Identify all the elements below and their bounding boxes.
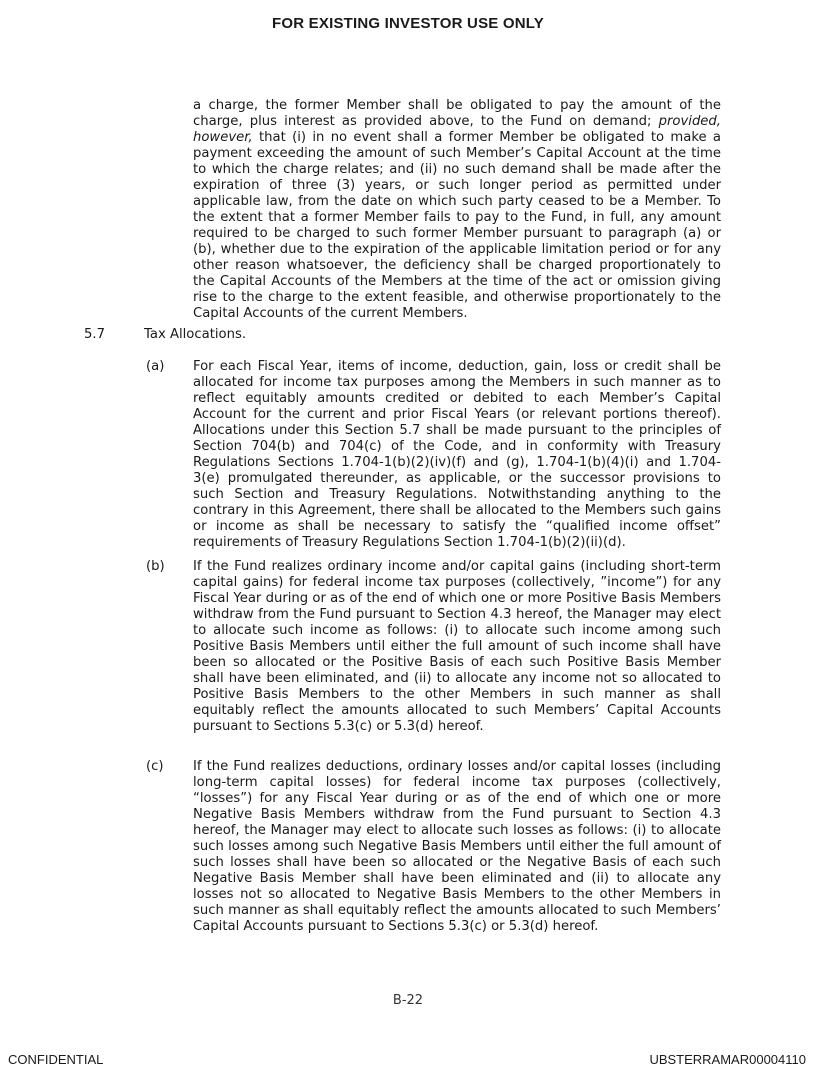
- continuation-emphasis: provided, however,: [193, 114, 721, 145]
- subsection-label-c: (c): [146, 759, 164, 774]
- subsection-label-a: (a): [146, 359, 165, 374]
- continuation-text-after: that (i) in no event shall a former Member be obligated to make a payment exceeding the amount of such Member’s Capital Account at the time to which the charge relates; and (ii) no such demand shall be made after the expiration of three (3) years, or such longer period as permitted under applicable law, from the date on which such party ceased to be a Member. To the extent that a former Member fails to pay to the Fund, in full, any amount required to be charged to such former Member pursuant to paragraph (a) or (b), whether due to the expiration of the applicable limitation period or for any other reason whatsoever, the deficiency shall be charged proportionately to the Capital Accounts of the Members at the time of the act or omission giving rise to the charge to the extent feasible, and otherwise proportionately to the Capital Accounts of the current Members.: [193, 130, 721, 321]
- subsection-text-b: If the Fund realizes ordinary income and/or capital gains (including short-term capital gains) for federal income tax purposes (collectively, ”income”) for any Fiscal Year during or as of the end of which one or more Positive Basis Members withdraw from the Fund pursuant to Section 4.3 hereof, the Manager may elect to allocate such income as follows: (i) to allocate such income among such Positive Basis Members until either the full amount of such income shall have been so allocated or the Positive Basis of each such Positive Basis Member shall have been eliminated, and (ii) to allocate any income not so allocated to Positive Basis Members to the other Members in such manner as shall equitably reflect the amounts allocated to such Members’ Capital Accounts pursuant to Sections 5.3(c) or 5.3(d) hereof.: [193, 559, 721, 734]
- section-title: Tax Allocations.: [144, 327, 247, 342]
- section-number: 5.7: [84, 327, 105, 342]
- page-number: B-22: [392, 993, 424, 1008]
- bates-number: UBSTERRAMAR00004110: [649, 1052, 806, 1067]
- page-header: FOR EXISTING INVESTOR USE ONLY: [272, 15, 544, 32]
- subsection-label-b: (b): [146, 559, 165, 574]
- continuation-paragraph: [193, 98, 721, 322]
- subsection-text-c: If the Fund realizes deductions, ordinary losses and/or capital losses (including long-term capital losses) for federal income tax purposes (collectively, “losses”) for any Fiscal Year during or as of the end of which one or more Negative Basis Members withdraw from the Fund pursuant to Section 4.3 hereof, the Manager may elect to allocate such losses as follows: (i) to allocate such losses among such Negative Basis Members until either the full amount of such losses shall have been so allocated or the Negative Basis of each such Negative Basis Member shall have been eliminated and (ii) to allocate any losses not so allocated to Negative Basis Members to the other Members in such manner as shall equitably reflect the amounts allocated to such Members’ Capital Accounts pursuant to Sections 5.3(c) or 5.3(d) hereof.: [193, 759, 721, 934]
- subsection-text-a: For each Fiscal Year, items of income, deduction, gain, loss or credit shall be allocated for income tax purposes among the Members in such manner as to reflect equitably amounts credited or debited to each Member’s Capital Account for the current and prior Fiscal Years (or relevant portions thereof). Allocations under this Section 5.7 shall be made pursuant to the principles of Section 704(b) and 704(c) of the Code, and in conformity with Treasury Regulations Sections 1.704-1(b)(2)(iv)(f) and (g), 1.704-1(b)(4)(i) and 1.704-3(e) promulgated thereunder, as applicable, or the successor provisions to such Section and Treasury Regulations. Notwithstanding anything to the contrary in this Agreement, there shall be allocated to the Members such gains or income as shall be necessary to satisfy the “qualified income offset” requirements of Treasury Regulations Section 1.704-1(b)(2)(ii)(d).: [193, 359, 721, 550]
- confidential-label: CONFIDENTIAL: [8, 1052, 104, 1067]
- continuation-text-before: a charge, the former Member shall be obligated to pay the amount of the charge, plus interest as provided above, to the Fund on demand;: [193, 98, 721, 129]
